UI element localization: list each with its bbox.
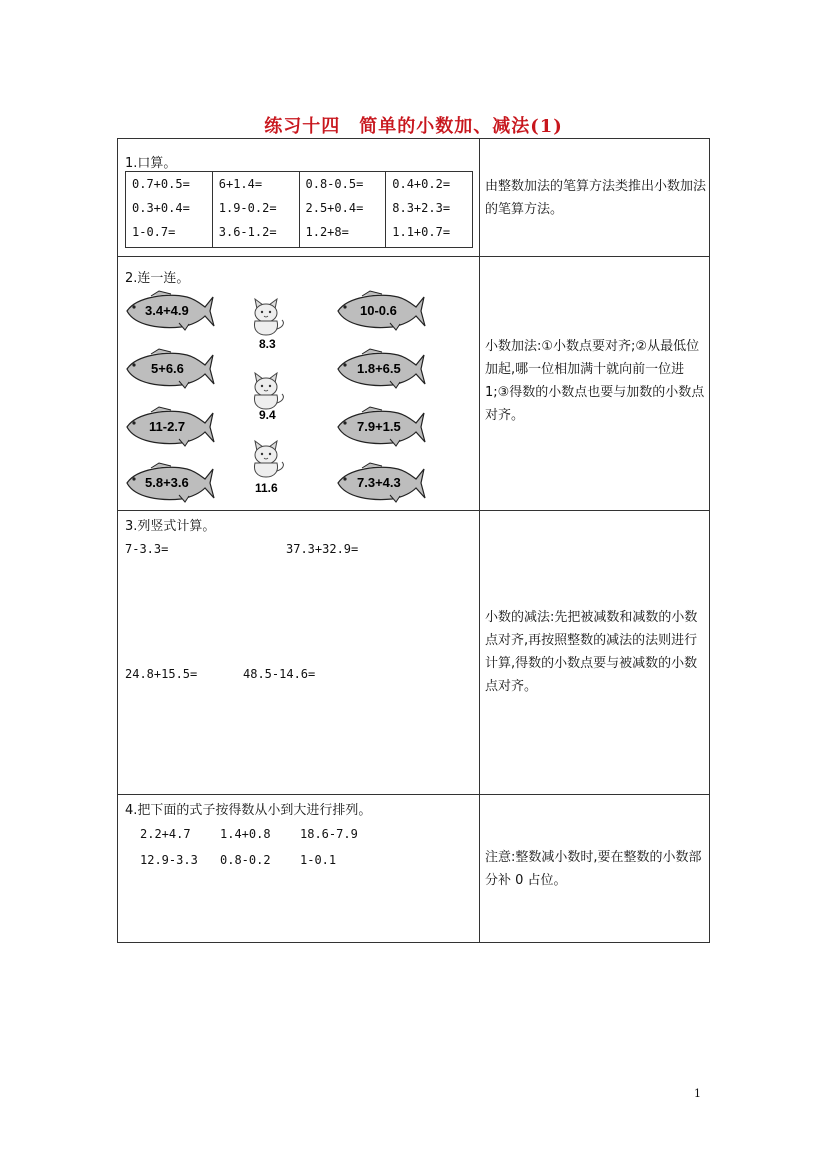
oral-item: 8.3+2.3= bbox=[392, 201, 451, 215]
q3-expr-2: 37.3+32.9= bbox=[286, 542, 359, 556]
q4-label: 4.把下面的式子按得数从小到大进行排列。 bbox=[125, 803, 372, 818]
q4-note: 注意:整数减小数时,要在整数的小数部分补 0 占位。 bbox=[485, 850, 702, 888]
cat-icon bbox=[254, 299, 283, 335]
cat-number-1: 8.3 bbox=[259, 337, 276, 351]
oral-col-1 bbox=[126, 172, 213, 248]
exercise-table bbox=[117, 138, 710, 943]
q4-expr-6: 1-0.1 bbox=[300, 853, 337, 867]
fish-label-right-3: 7.9+1.5 bbox=[357, 419, 401, 434]
page-number: 1 bbox=[694, 1087, 701, 1100]
row-divider bbox=[118, 794, 709, 795]
fish-label-right-2: 1.8+6.5 bbox=[357, 361, 401, 376]
fish-label-right-4: 7.3+4.3 bbox=[357, 475, 401, 490]
q3-expr-1: 7-3.3= bbox=[125, 542, 169, 556]
oral-item: 1.9-0.2= bbox=[218, 201, 277, 215]
fish-label-right-1: 10-0.6 bbox=[360, 303, 397, 318]
oral-item: 2.5+0.4= bbox=[305, 201, 364, 215]
q4-expr-3: 18.6-7.9 bbox=[300, 827, 358, 841]
fish-label-left-3: 11-2.7 bbox=[149, 419, 186, 434]
oral-item: 0.4+0.2= bbox=[392, 177, 451, 191]
cat-number-2: 9.4 bbox=[259, 408, 276, 422]
row-divider bbox=[118, 256, 709, 257]
oral-calc-table bbox=[125, 171, 473, 248]
fish-label-left-2: 5+6.6 bbox=[151, 361, 184, 376]
oral-item: 6+1.4= bbox=[218, 177, 263, 191]
q1-label: 1.口算。 bbox=[125, 156, 177, 171]
cat-icon bbox=[254, 373, 283, 409]
q3-note: 小数的减法:先把被减数和减数的小数点对齐,再按照整数的减法的法则进行计算,得数的小数点要与被减数的小数点对齐。 bbox=[485, 610, 698, 694]
cat-icon bbox=[254, 441, 283, 477]
q2-note: 小数加法:①小数点要对齐;②从最低位加起,哪一位相加满十就向前一位进 1;③得数的小数点也要与加数的小数点对齐。 bbox=[485, 339, 705, 423]
q3-expr-4: 48.5-14.6= bbox=[243, 667, 316, 681]
q4-expr-5: 0.8-0.2 bbox=[220, 853, 271, 867]
oral-col-2 bbox=[212, 172, 299, 248]
oral-item: 1.2+8= bbox=[305, 225, 349, 239]
oral-item: 0.3+0.4= bbox=[132, 201, 190, 215]
row-divider bbox=[118, 510, 709, 511]
oral-item: 1-0.7= bbox=[132, 225, 176, 239]
oral-item: 1.1+0.7= bbox=[392, 225, 451, 239]
q4-expr-2: 1.4+0.8 bbox=[220, 827, 271, 841]
oral-item: 0.8-0.5= bbox=[305, 177, 364, 191]
fish-label-left-4: 5.8+3.6 bbox=[145, 475, 189, 490]
oral-item: 0.7+0.5= bbox=[132, 177, 190, 191]
cat-number-3: 11.6 bbox=[255, 481, 278, 495]
q3-label: 3.列竖式计算。 bbox=[125, 519, 216, 534]
page-title: 练习十四 简单的小数加、减法(1) bbox=[264, 116, 563, 137]
oral-col-4 bbox=[386, 172, 473, 248]
column-divider bbox=[479, 139, 480, 942]
q1-note: 由整数加法的笔算方法类推出小数加法的笔算方法。 bbox=[485, 179, 707, 217]
matching-figure bbox=[123, 285, 473, 507]
q2-label: 2.连一连。 bbox=[125, 271, 190, 286]
oral-col-3 bbox=[299, 172, 386, 248]
q4-expr-4: 12.9-3.3 bbox=[140, 853, 198, 867]
q3-expr-3: 24.8+15.5= bbox=[125, 667, 198, 681]
oral-item: 3.6-1.2= bbox=[218, 225, 277, 239]
fish-label-left-1: 3.4+4.9 bbox=[145, 303, 189, 318]
q4-expr-1: 2.2+4.7 bbox=[140, 827, 191, 841]
